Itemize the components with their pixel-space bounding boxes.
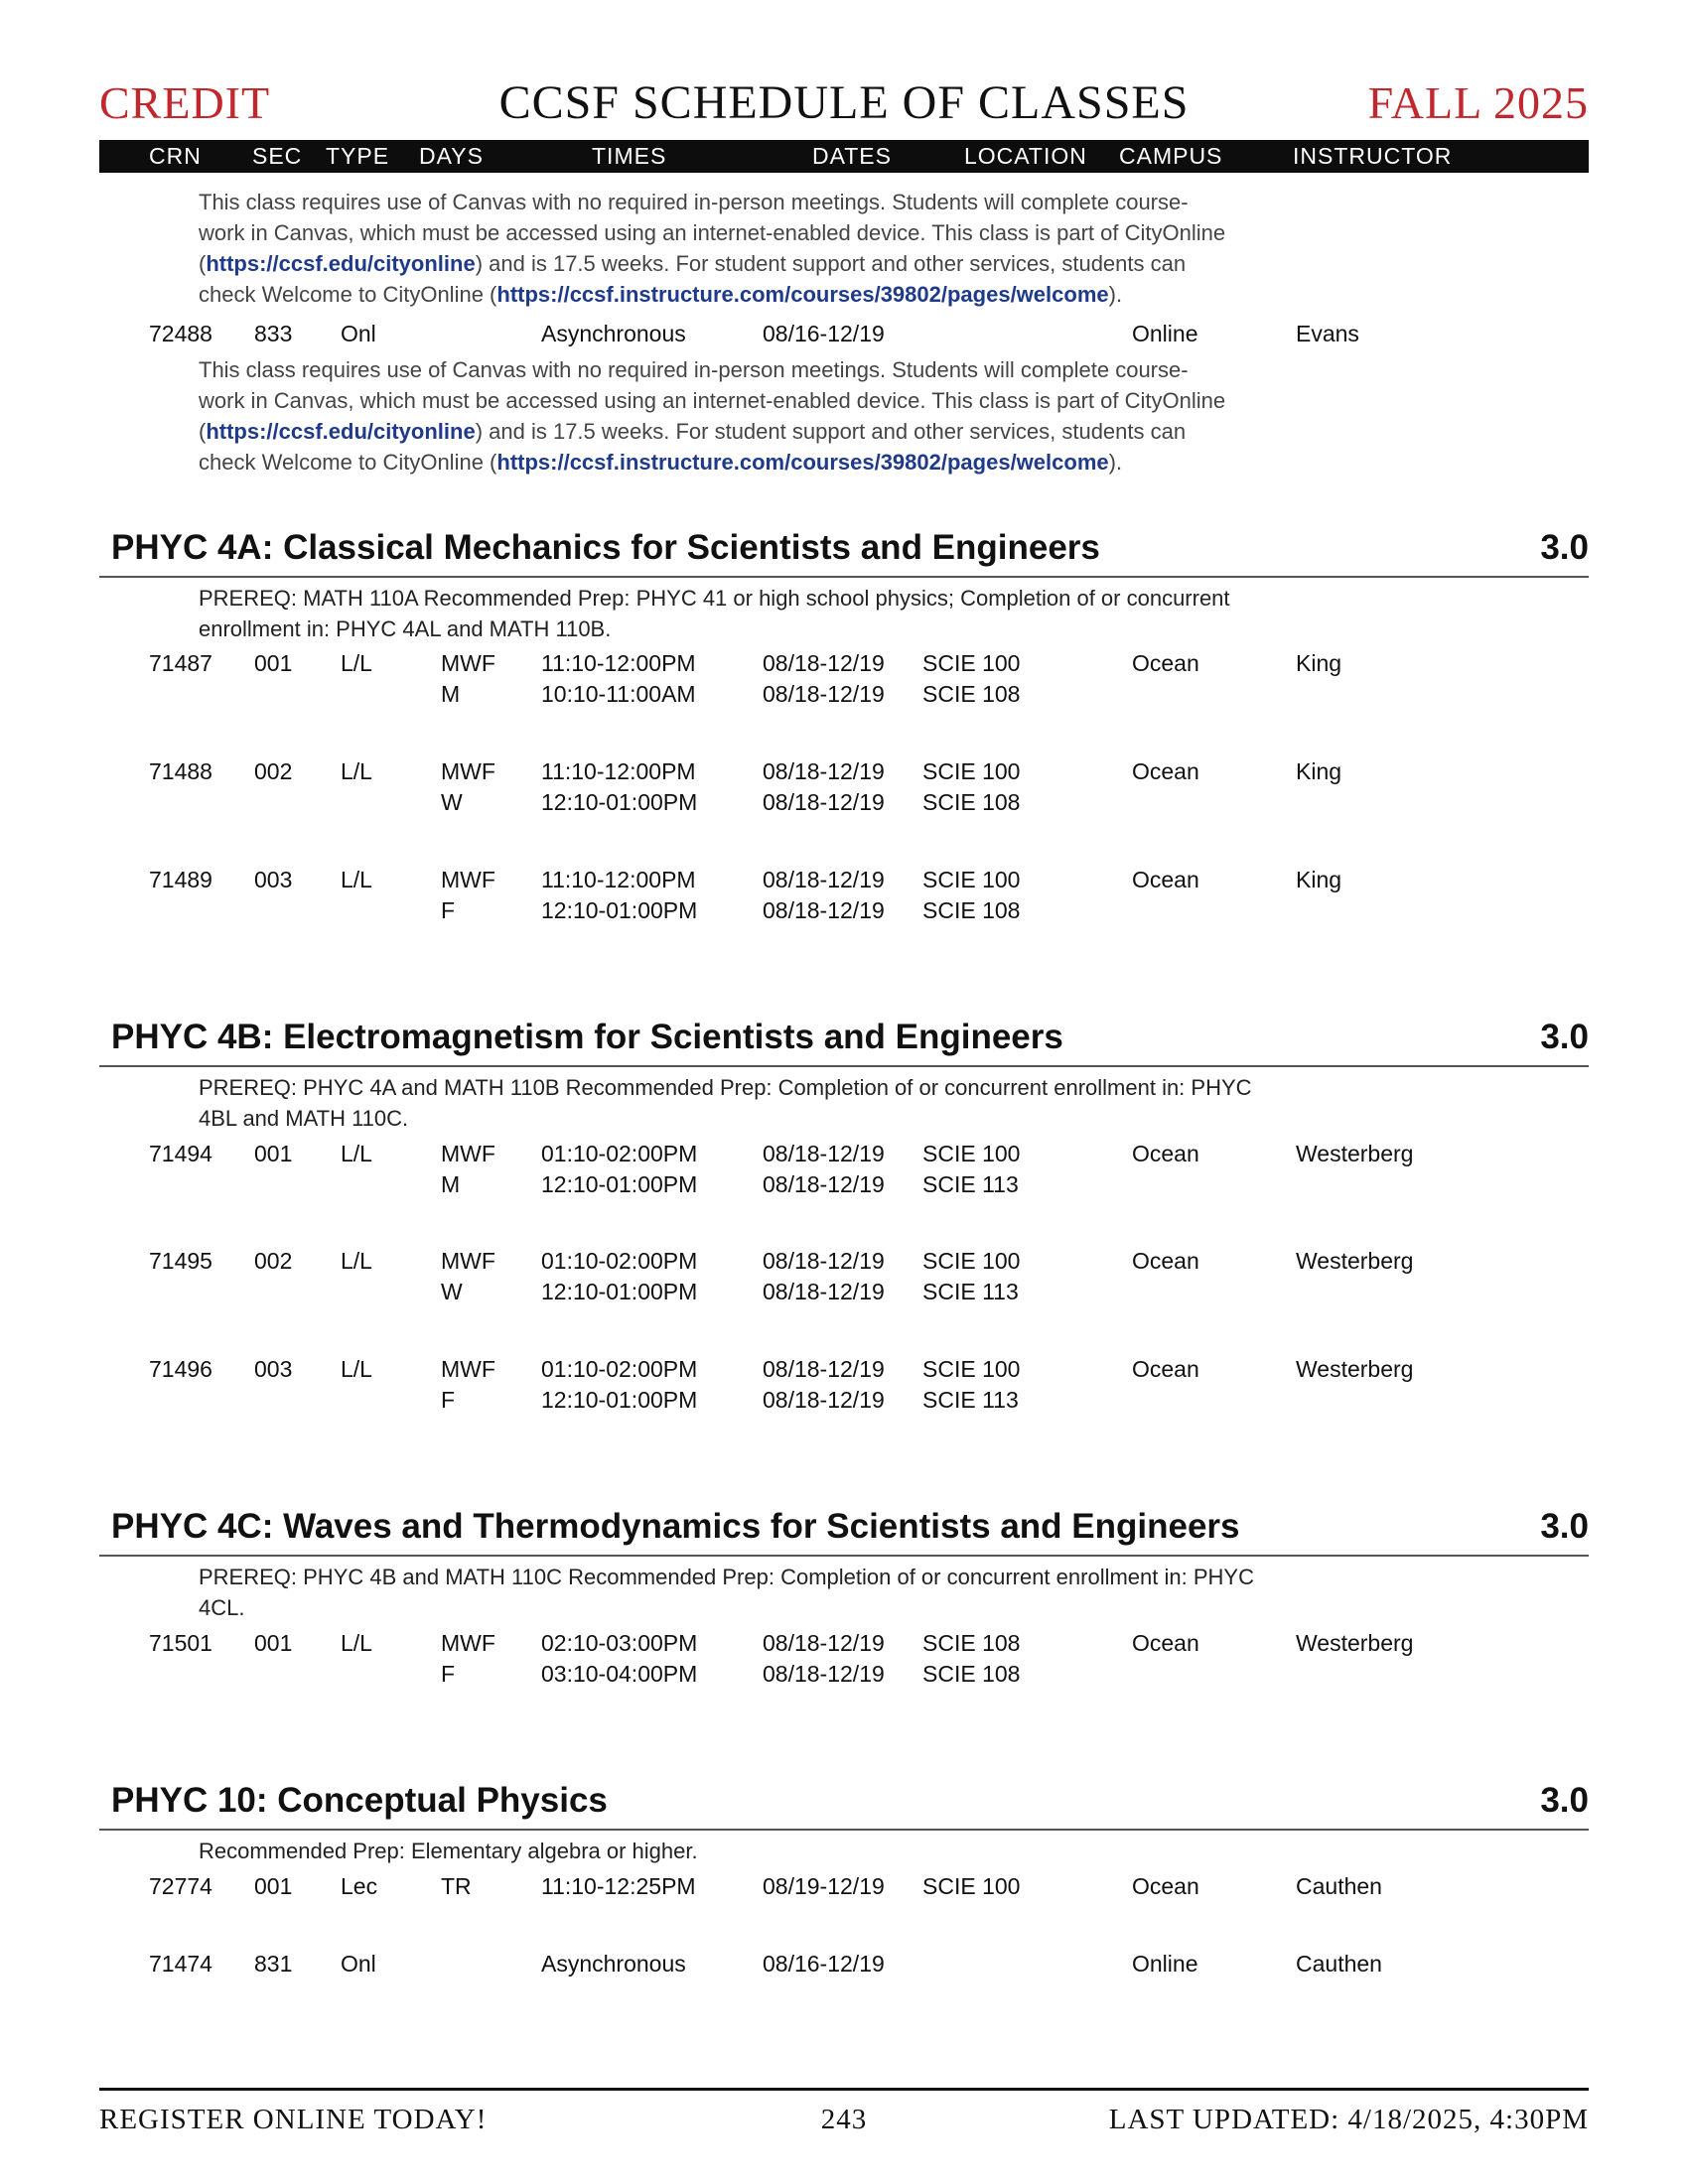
page-number: 243: [820, 2104, 868, 2135]
instructor: Westerberg: [1296, 1248, 1414, 1274]
campus: Online: [1132, 321, 1198, 346]
course-prereq: [199, 1072, 1311, 1134]
table-row-meeting: [0, 895, 1688, 926]
col-dates: DATES: [812, 143, 892, 169]
crn: 71501: [149, 1630, 212, 1656]
course-divider: [99, 1065, 1589, 1067]
col-type: TYPE: [326, 143, 390, 169]
crn: 71494: [149, 1141, 212, 1166]
campus: Ocean: [1132, 1248, 1199, 1274]
table-row: [0, 1354, 1688, 1385]
col-crn: CRN: [149, 143, 202, 169]
note-line: [199, 279, 1251, 310]
crn: 72488: [149, 321, 212, 346]
prereq-line: Recommended Prep: Elementary algebra or higher.: [199, 1839, 698, 1863]
course-title: PHYC 10: Conceptual Physics: [111, 1781, 608, 1820]
section: 003: [254, 867, 293, 892]
course-units: 3.0: [1540, 1781, 1589, 1820]
crn: 71487: [149, 650, 212, 676]
location: SCIE 100: [922, 1873, 1021, 1899]
note-text: (: [199, 251, 207, 276]
instructor: Evans: [1296, 321, 1359, 346]
table-row: [0, 1628, 1688, 1659]
dates: 08/18-12/19: [763, 867, 885, 892]
location: SCIE 100: [922, 1141, 1021, 1166]
note-line: [199, 416, 1251, 447]
crn: 71496: [149, 1356, 212, 1382]
footer-divider: [99, 2088, 1589, 2091]
location: SCIE 100: [922, 1248, 1021, 1274]
type: L/L: [341, 1248, 372, 1274]
times: 12:10-01:00PM: [541, 1387, 698, 1413]
times: 03:10-04:00PM: [541, 1661, 698, 1687]
days: TR: [441, 1873, 472, 1899]
location: SCIE 108: [922, 789, 1021, 815]
instructor: Westerberg: [1296, 1630, 1414, 1656]
crn: 71474: [149, 1951, 212, 1977]
instructor: Westerberg: [1296, 1356, 1414, 1382]
times: 12:10-01:00PM: [541, 1171, 698, 1197]
location: SCIE 100: [922, 650, 1021, 676]
note-text: ) and is 17.5 weeks. For student support and other services, students can: [475, 251, 1187, 276]
dates: 08/16-12/19: [763, 321, 885, 346]
dates: 08/18-12/19: [763, 789, 885, 815]
times: 01:10-02:00PM: [541, 1141, 698, 1166]
course-prereq: [199, 1562, 1311, 1623]
note-line: [199, 248, 1251, 279]
prereq-line: 4BL and MATH 110C.: [199, 1106, 409, 1131]
course-title: PHYC 4C: Waves and Thermodynamics for Scientists and Engineers: [111, 1507, 1240, 1546]
times: 11:10-12:25PM: [541, 1873, 696, 1899]
instructor: Westerberg: [1296, 1141, 1414, 1166]
location: SCIE 113: [922, 1387, 1019, 1413]
times: Asynchronous: [541, 321, 686, 346]
dates: 08/18-12/19: [763, 1141, 885, 1166]
dates: 08/18-12/19: [763, 1661, 885, 1687]
note-text: check Welcome to CityOnline (: [199, 450, 497, 475]
dates: 08/18-12/19: [763, 758, 885, 784]
times: 12:10-01:00PM: [541, 897, 698, 923]
times: 01:10-02:00PM: [541, 1356, 698, 1382]
location: SCIE 100: [922, 758, 1021, 784]
times: 11:10-12:00PM: [541, 758, 696, 784]
table-row-meeting: [0, 679, 1688, 710]
course-divider: [99, 1555, 1589, 1557]
times: 12:10-01:00PM: [541, 1279, 698, 1304]
days: M: [441, 681, 461, 707]
note-text: (: [199, 419, 207, 444]
prereq-line: PREREQ: MATH 110A Recommended Prep: PHYC 41 or high school physics; Completion of or concurrent: [199, 586, 1230, 611]
section: 001: [254, 1141, 293, 1166]
instructor: Cauthen: [1296, 1951, 1382, 1977]
column-header-bar: [99, 140, 1589, 173]
days: W: [441, 1279, 463, 1304]
welcome-link[interactable]: https://ccsf.instructure.com/courses/39802/pages/welcome: [496, 282, 1109, 307]
col-campus: CAMPUS: [1119, 143, 1223, 169]
cityonline-link[interactable]: https://ccsf.edu/cityonline: [206, 251, 476, 276]
course-units: 3.0: [1540, 1018, 1589, 1056]
dates: 08/18-12/19: [763, 897, 885, 923]
days: MWF: [441, 758, 495, 784]
dates: 08/18-12/19: [763, 1356, 885, 1382]
section: 833: [254, 321, 293, 346]
col-days: DAYS: [419, 143, 484, 169]
online-note: [199, 354, 1251, 478]
online-note: [199, 187, 1251, 310]
instructor: King: [1296, 650, 1342, 676]
section: 001: [254, 650, 293, 676]
location: SCIE 113: [922, 1279, 1019, 1304]
prereq-line: PREREQ: PHYC 4A and MATH 110B Recommended Prep: Completion of or concurrent enrollment in: PHYC: [199, 1075, 1252, 1100]
days: MWF: [441, 1630, 495, 1656]
location: SCIE 113: [922, 1171, 1019, 1197]
times: 11:10-12:00PM: [541, 650, 696, 676]
course-divider: [99, 1829, 1589, 1831]
table-row: [0, 1139, 1688, 1169]
type: Lec: [341, 1873, 378, 1899]
note-text: ) and is 17.5 weeks. For student support and other services, students can: [475, 419, 1187, 444]
dates: 08/16-12/19: [763, 1951, 885, 1977]
table-row-meeting: [0, 1385, 1688, 1416]
course-prereq: [199, 1836, 1311, 1866]
type: L/L: [341, 1630, 372, 1656]
location: SCIE 108: [922, 681, 1021, 707]
page-header: [99, 73, 1589, 133]
campus: Online: [1132, 1951, 1198, 1977]
days: W: [441, 789, 463, 815]
table-row-meeting: [0, 1659, 1688, 1690]
location: SCIE 108: [922, 1661, 1021, 1687]
note-line: work in Canvas, which must be accessed using an internet-enabled device. This class is part of CityOnline: [199, 388, 1226, 413]
dates: 08/18-12/19: [763, 1630, 885, 1656]
campus: Ocean: [1132, 1141, 1199, 1166]
note-line: This class requires use of Canvas with no required in-person meetings. Students will complete course-: [199, 357, 1189, 382]
crn: 71495: [149, 1248, 212, 1274]
col-sec: SEC: [252, 143, 303, 169]
times: 11:10-12:00PM: [541, 867, 696, 892]
campus: Ocean: [1132, 758, 1199, 784]
days: MWF: [441, 650, 495, 676]
note-text: ).: [1108, 282, 1123, 307]
section: 831: [254, 1951, 293, 1977]
dates: 08/18-12/19: [763, 1171, 885, 1197]
type: Onl: [341, 1951, 376, 1977]
dates: 08/18-12/19: [763, 1279, 885, 1304]
course-units: 3.0: [1540, 1507, 1589, 1546]
col-instructor: INSTRUCTOR: [1293, 143, 1453, 169]
note-text: ).: [1108, 450, 1123, 475]
course-prereq: [199, 583, 1311, 644]
dates: 08/18-12/19: [763, 1248, 885, 1274]
days: MWF: [441, 1248, 495, 1274]
campus: Ocean: [1132, 867, 1199, 892]
crn: 72774: [149, 1873, 212, 1899]
type: L/L: [341, 1356, 372, 1382]
welcome-link[interactable]: https://ccsf.instructure.com/courses/39802/pages/welcome: [496, 450, 1109, 475]
campus: Ocean: [1132, 1630, 1199, 1656]
dates: 08/18-12/19: [763, 650, 885, 676]
prereq-line: PREREQ: PHYC 4B and MATH 110C Recommended Prep: Completion of or concurrent enrollment in: PHYC: [199, 1565, 1254, 1589]
course-title: PHYC 4B: Electromagnetism for Scientists and Engineers: [111, 1018, 1063, 1056]
type: L/L: [341, 650, 372, 676]
times: 02:10-03:00PM: [541, 1630, 698, 1656]
times: Asynchronous: [541, 1951, 686, 1977]
section: 003: [254, 1356, 293, 1382]
dates: 08/19-12/19: [763, 1873, 885, 1899]
type: L/L: [341, 758, 372, 784]
course-units: 3.0: [1540, 528, 1589, 567]
instructor: King: [1296, 867, 1342, 892]
type: L/L: [341, 1141, 372, 1166]
table-row: [0, 865, 1688, 895]
times: 01:10-02:00PM: [541, 1248, 698, 1274]
days: F: [441, 1661, 456, 1687]
location: SCIE 100: [922, 1356, 1021, 1382]
page-title: CCSF SCHEDULE OF CLASSES: [498, 76, 1190, 129]
instructor: King: [1296, 758, 1342, 784]
instructor: Cauthen: [1296, 1873, 1382, 1899]
table-row: [0, 319, 1688, 349]
section: 002: [254, 758, 293, 784]
course-title: PHYC 4A: Classical Mechanics for Scientists and Engineers: [111, 528, 1100, 567]
days: MWF: [441, 1356, 495, 1382]
location: SCIE 108: [922, 1630, 1021, 1656]
table-row: [0, 1949, 1688, 1979]
section: 001: [254, 1873, 293, 1899]
note-line: [199, 447, 1251, 478]
note-line: This class requires use of Canvas with no required in-person meetings. Students will complete course-: [199, 190, 1189, 214]
days: MWF: [441, 1141, 495, 1166]
crn: 71488: [149, 758, 212, 784]
table-row: [0, 756, 1688, 787]
days: MWF: [441, 867, 495, 892]
table-row: [0, 648, 1688, 679]
note-line: work in Canvas, which must be accessed using an internet-enabled device. This class is part of CityOnline: [199, 220, 1226, 245]
location: SCIE 108: [922, 897, 1021, 923]
type: L/L: [341, 867, 372, 892]
table-row-meeting: [0, 1169, 1688, 1200]
times: 10:10-11:00AM: [541, 681, 696, 707]
times: 12:10-01:00PM: [541, 789, 698, 815]
campus: Ocean: [1132, 650, 1199, 676]
days: M: [441, 1171, 461, 1197]
note-text: check Welcome to CityOnline (: [199, 282, 497, 307]
credit-label: CREDIT: [99, 77, 271, 128]
days: F: [441, 897, 456, 923]
prereq-line: 4CL.: [199, 1595, 245, 1620]
table-row: [0, 1246, 1688, 1277]
col-times: TIMES: [592, 143, 667, 169]
course-divider: [99, 576, 1589, 578]
dates: 08/18-12/19: [763, 681, 885, 707]
last-updated: LAST UPDATED: 4/18/2025, 4:30PM: [1108, 2104, 1589, 2135]
section: 002: [254, 1248, 293, 1274]
campus: Ocean: [1132, 1356, 1199, 1382]
section: 001: [254, 1630, 293, 1656]
days: F: [441, 1387, 456, 1413]
term-label: FALL 2025: [1367, 77, 1589, 128]
location: SCIE 100: [922, 867, 1021, 892]
table-row: [0, 1871, 1688, 1902]
campus: Ocean: [1132, 1873, 1199, 1899]
prereq-line: enrollment in: PHYC 4AL and MATH 110B.: [199, 616, 612, 641]
register-online-text: REGISTER ONLINE TODAY!: [99, 2104, 488, 2135]
col-location: LOCATION: [964, 143, 1087, 169]
crn: 71489: [149, 867, 212, 892]
type: Onl: [341, 321, 376, 346]
table-row-meeting: [0, 1277, 1688, 1307]
table-row-meeting: [0, 787, 1688, 818]
cityonline-link[interactable]: https://ccsf.edu/cityonline: [206, 419, 476, 444]
dates: 08/18-12/19: [763, 1387, 885, 1413]
